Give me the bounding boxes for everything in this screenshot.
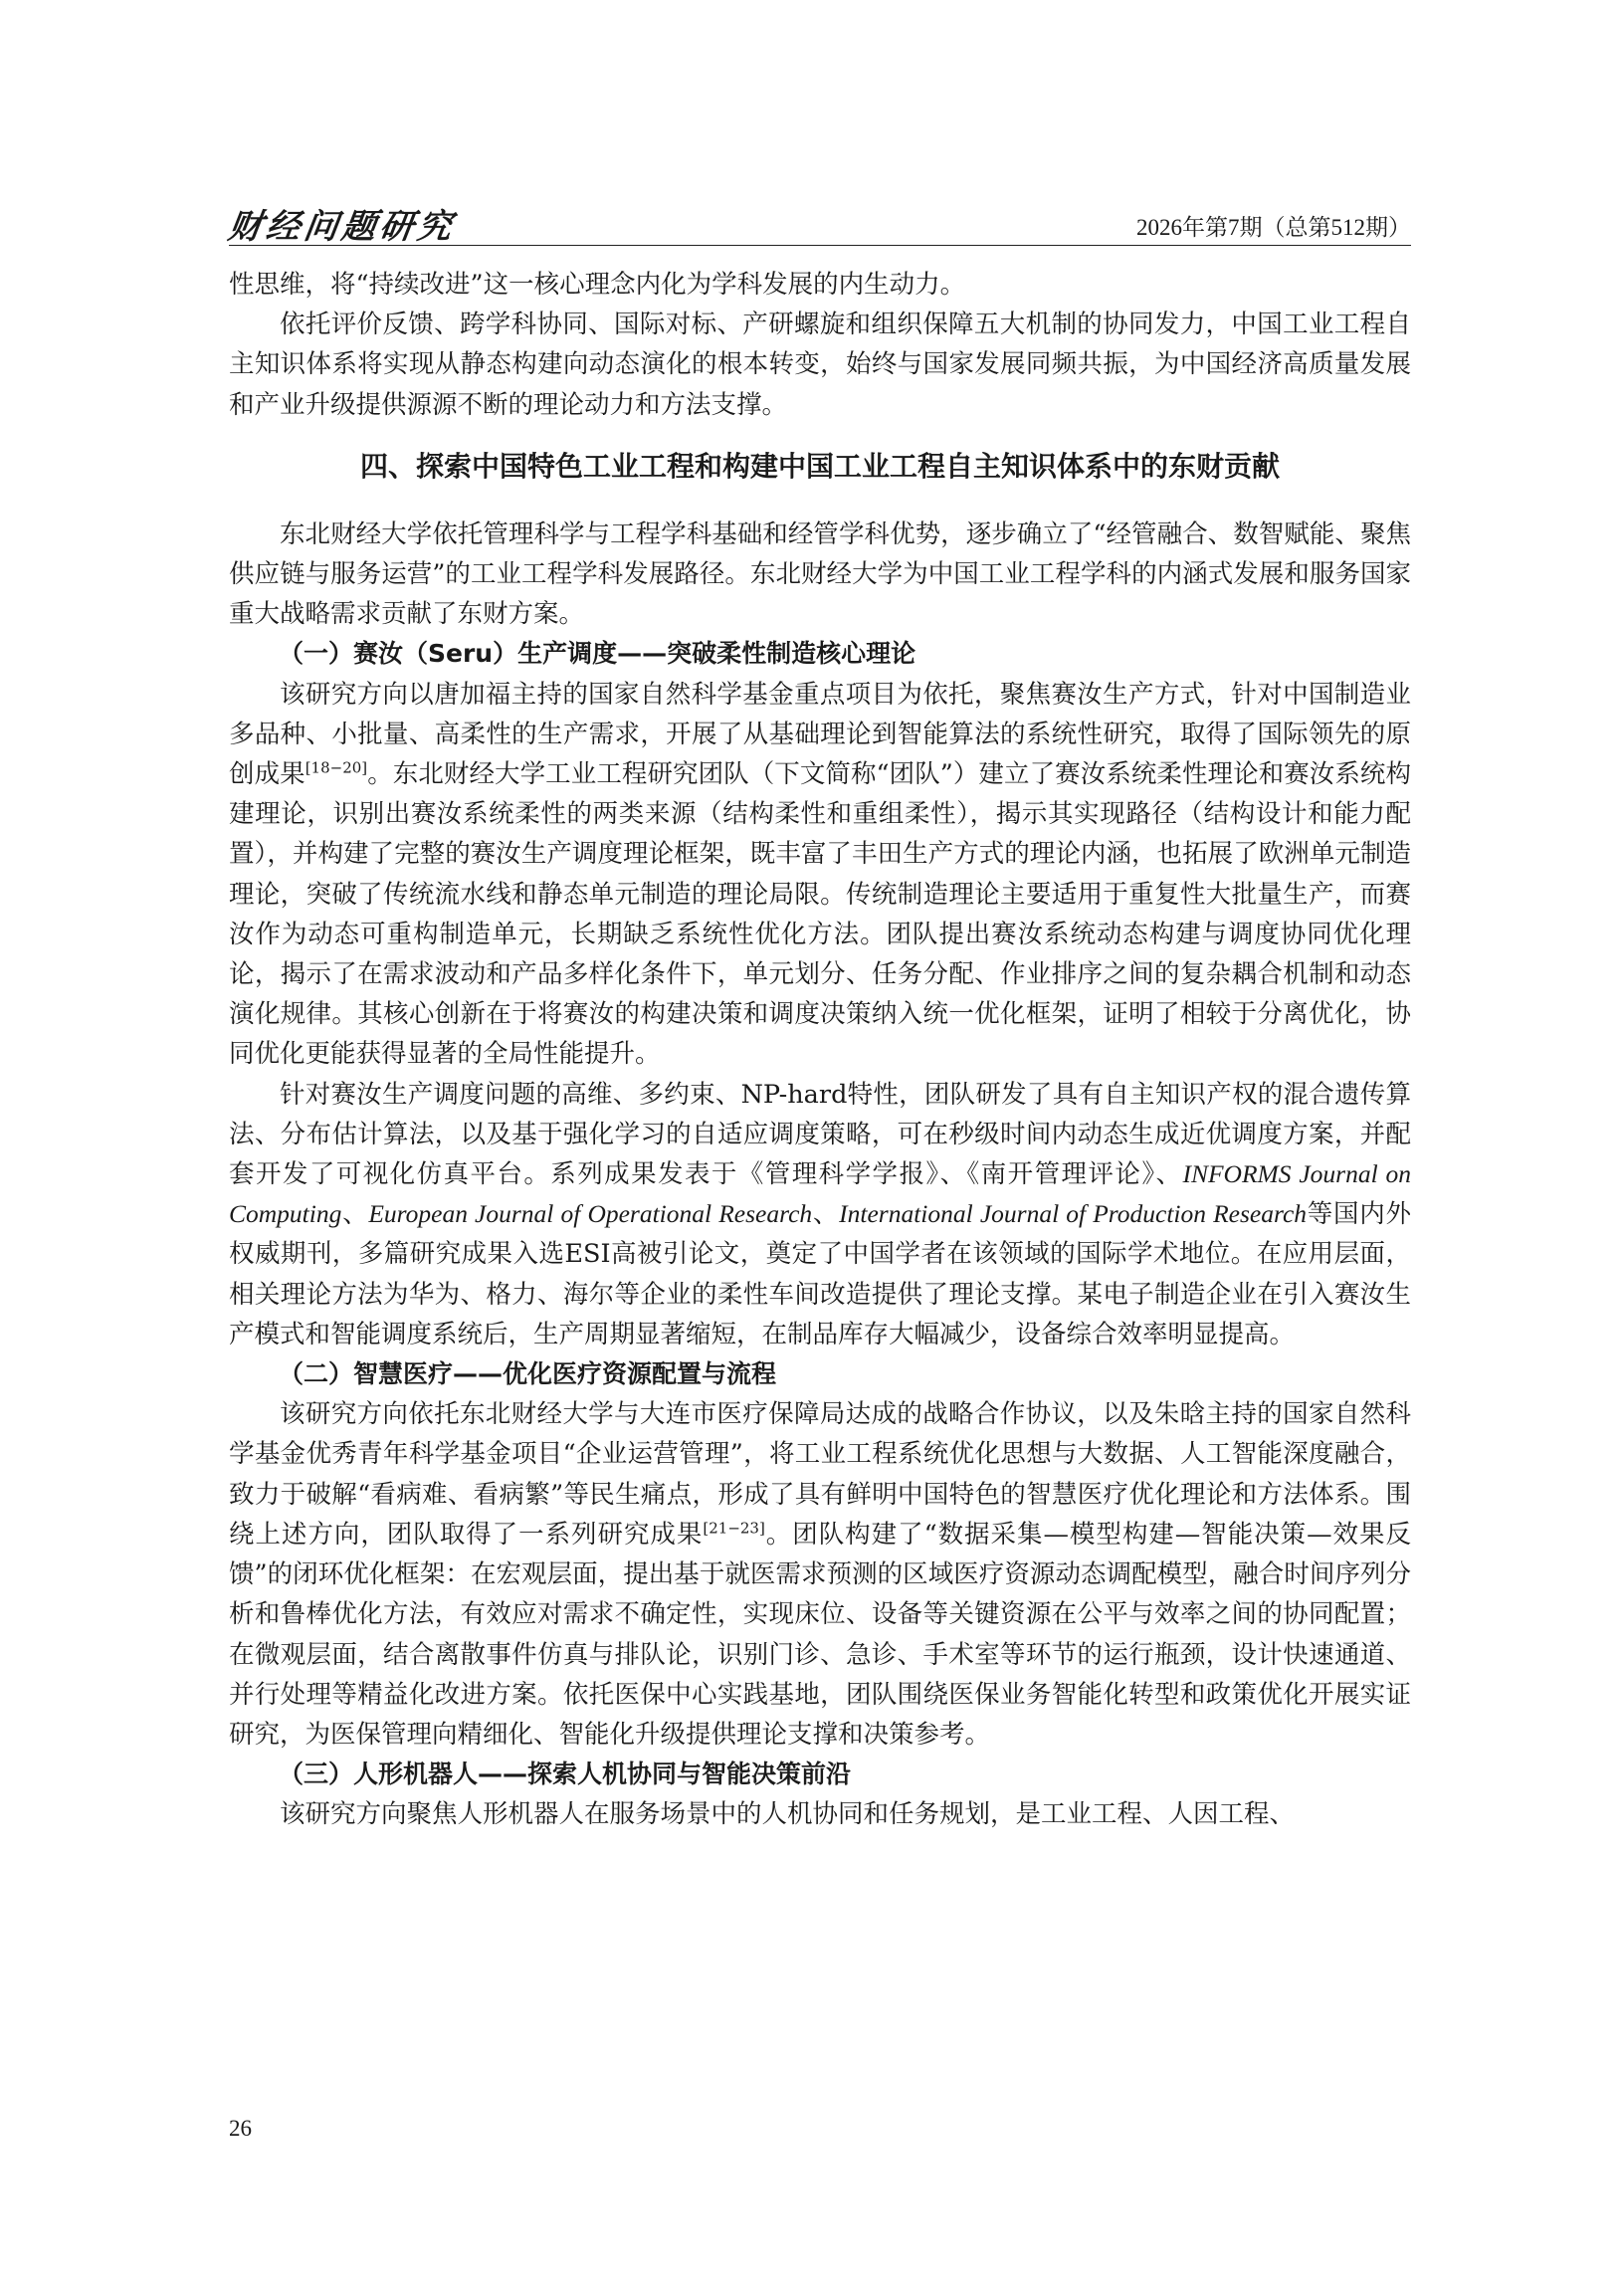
paragraph: 东北财经大学依托管理科学与工程学科基础和经管学科优势，逐步确立了“经管融合、数智赋能、聚焦供应链与服务运营”的工业工程学科发展路径。东北财经大学为中国工业工程学科的内涵式发展和服务国家重大战略需求贡献了东财方案。	[229, 518, 1411, 630]
subsection-title-seru: （一）赛汝（Seru）生产调度——突破柔性制造核心理论	[279, 639, 916, 669]
citation: [21−23]	[703, 1519, 765, 1538]
article-body	[229, 265, 1411, 1835]
paragraph	[229, 675, 1411, 1075]
paragraph	[229, 1394, 1411, 1755]
paragraph-continued: 性思维，将“持续改进”这一核心理念内化为学科发展的内生动力。	[229, 270, 966, 300]
journal-name: International Journal of Production Research	[839, 1199, 1308, 1229]
paragraph	[229, 1075, 1411, 1354]
citation: [18−20]	[304, 758, 368, 777]
separator: 、	[341, 1199, 369, 1230]
journal-name: European Journal of Operational Research	[368, 1199, 813, 1229]
section-title: 四、探索中国特色工业工程和构建中国工业工程自主知识体系中的东财贡献	[359, 449, 1280, 483]
paragraph: 依托评价反馈、跨学科协同、国际对标、产研螺旋和组织保障五大机制的协同发力，中国工业工程自主知识体系将实现从静态构建向动态演化的根本转变，始终与国家发展同频共振，为中国经济高质量发展和产业升级提供源源不断的理论动力和方法支撑。	[229, 310, 1411, 420]
text-span: 。团队构建了“数据采集—模型构建—智能决策—效果反馈”的闭环优化框架：在宏观层面，提出基于就医需求预测的区域医疗资源动态调配模型，融合时间序列分析和鲁棒优化方法，有效应对需求不确定性，实现床位、设备等关键资源在公平与效率之间的协同配置；在微观层面，结合离散事件仿真与排队论，识别门诊、急诊、手术室等环节的运行瓶颈，设计快速通道、并行处理等精益化改进方案。依托医保中心实践基地，团队围绕医保业务智能化转型和政策优化开展实证研究，为医保管理向精细化、智能化升级提供理论支撑和决策参考。	[229, 1519, 1411, 1750]
subsection-title-healthcare: （二）智慧医疗——优化医疗资源配置与流程	[279, 1359, 777, 1389]
text-span: 该研究方向以唐加福主持的国家自然科学基金重点项目为依托，聚焦赛汝生产方式，针对中国制造业多品种、小批量、高柔性的生产需求，开展了从基础理论到智能算法的系统性研究，取得了国际领先的原创成果	[229, 679, 1411, 790]
text-span: 该研究方向依托东北财经大学与大连市医疗保障局达成的战略合作协议，以及朱晗主持的国家自然科学基金优秀青年科学基金项目“企业运营管理”，将工业工程系统优化思想与大数据、人工智能深度融合，致力于破解“看病难、看病繁”等民生痛点，形成了具有鲜明中国特色的智慧医疗优化理论和方法体系。围绕上述方向，团队取得了一系列研究成果	[229, 1399, 1411, 1550]
text-span: 等国内外权威期刊，多篇研究成果入选ESI高被引论文，奠定了中国学者在该领域的国际学术地位。在应用层面，相关理论方法为华为、格力、海尔等企业的柔性车间改造提供了理论支撑。某电子制造企业在引入赛汝生产模式和智能调度系统后，生产周期显著缩短，在制品库存大幅减少，设备综合效率明显提高。	[229, 1199, 1411, 1349]
journal-name: INFORMS Journal on Computing	[229, 1159, 1411, 1229]
subsection-title-robot: （三）人形机器人——探索人机协同与智能决策前沿	[279, 1760, 852, 1789]
page-header	[225, 199, 1411, 247]
text-span: 。东北财经大学工业工程研究团队（下文简称“团队”）建立了赛汝系统柔性理论和赛汝系统构建理论，识别出赛汝系统柔性的两类来源（结构柔性和重组柔性），揭示其实现路径（结构设计和能力配置），并构建了完整的赛汝生产调度理论框架，既丰富了丰田生产方式的理论内涵，也拓展了欧洲单元制造理论，突破了传统流水线和静态单元制造的理论局限。传统制造理论主要适用于重复性大批量生产，而赛汝作为动态可重构制造单元，长期缺乏系统性优化方法。团队提出赛汝系统动态构建与调度协同优化理论，揭示了在需求波动和产品多样化条件下，单元划分、任务分配、作业排序之间的复杂耦合机制和动态演化规律。其核心创新在于将赛汝的构建决策和调度决策纳入统一优化框架，证明了相较于分离优化，协同优化更能获得显著的全局性能提升。	[229, 759, 1411, 1070]
issue-info: 2026年第7期（总第512期）	[1136, 215, 1411, 240]
text-span: 针对赛汝生产调度问题的高维、多约束、NP-hard特性，团队研发了具有自主知识产权的混合遗传算法、分布估计算法，以及基于强化学习的自适应调度策略，可在秒级时间内动态生成近优调度方案，并配套开发了可视化仿真平台。系列成果发表于《管理科学学报》、《南开管理评论》、	[229, 1079, 1411, 1190]
page-number: 26	[229, 2116, 252, 2141]
paragraph: 该研究方向聚焦人形机器人在服务场景中的人机协同和任务规划，是工业工程、人因工程、	[280, 1799, 1296, 1830]
separator: 、	[812, 1199, 840, 1230]
journal-logo: 财经问题研究	[225, 207, 459, 247]
